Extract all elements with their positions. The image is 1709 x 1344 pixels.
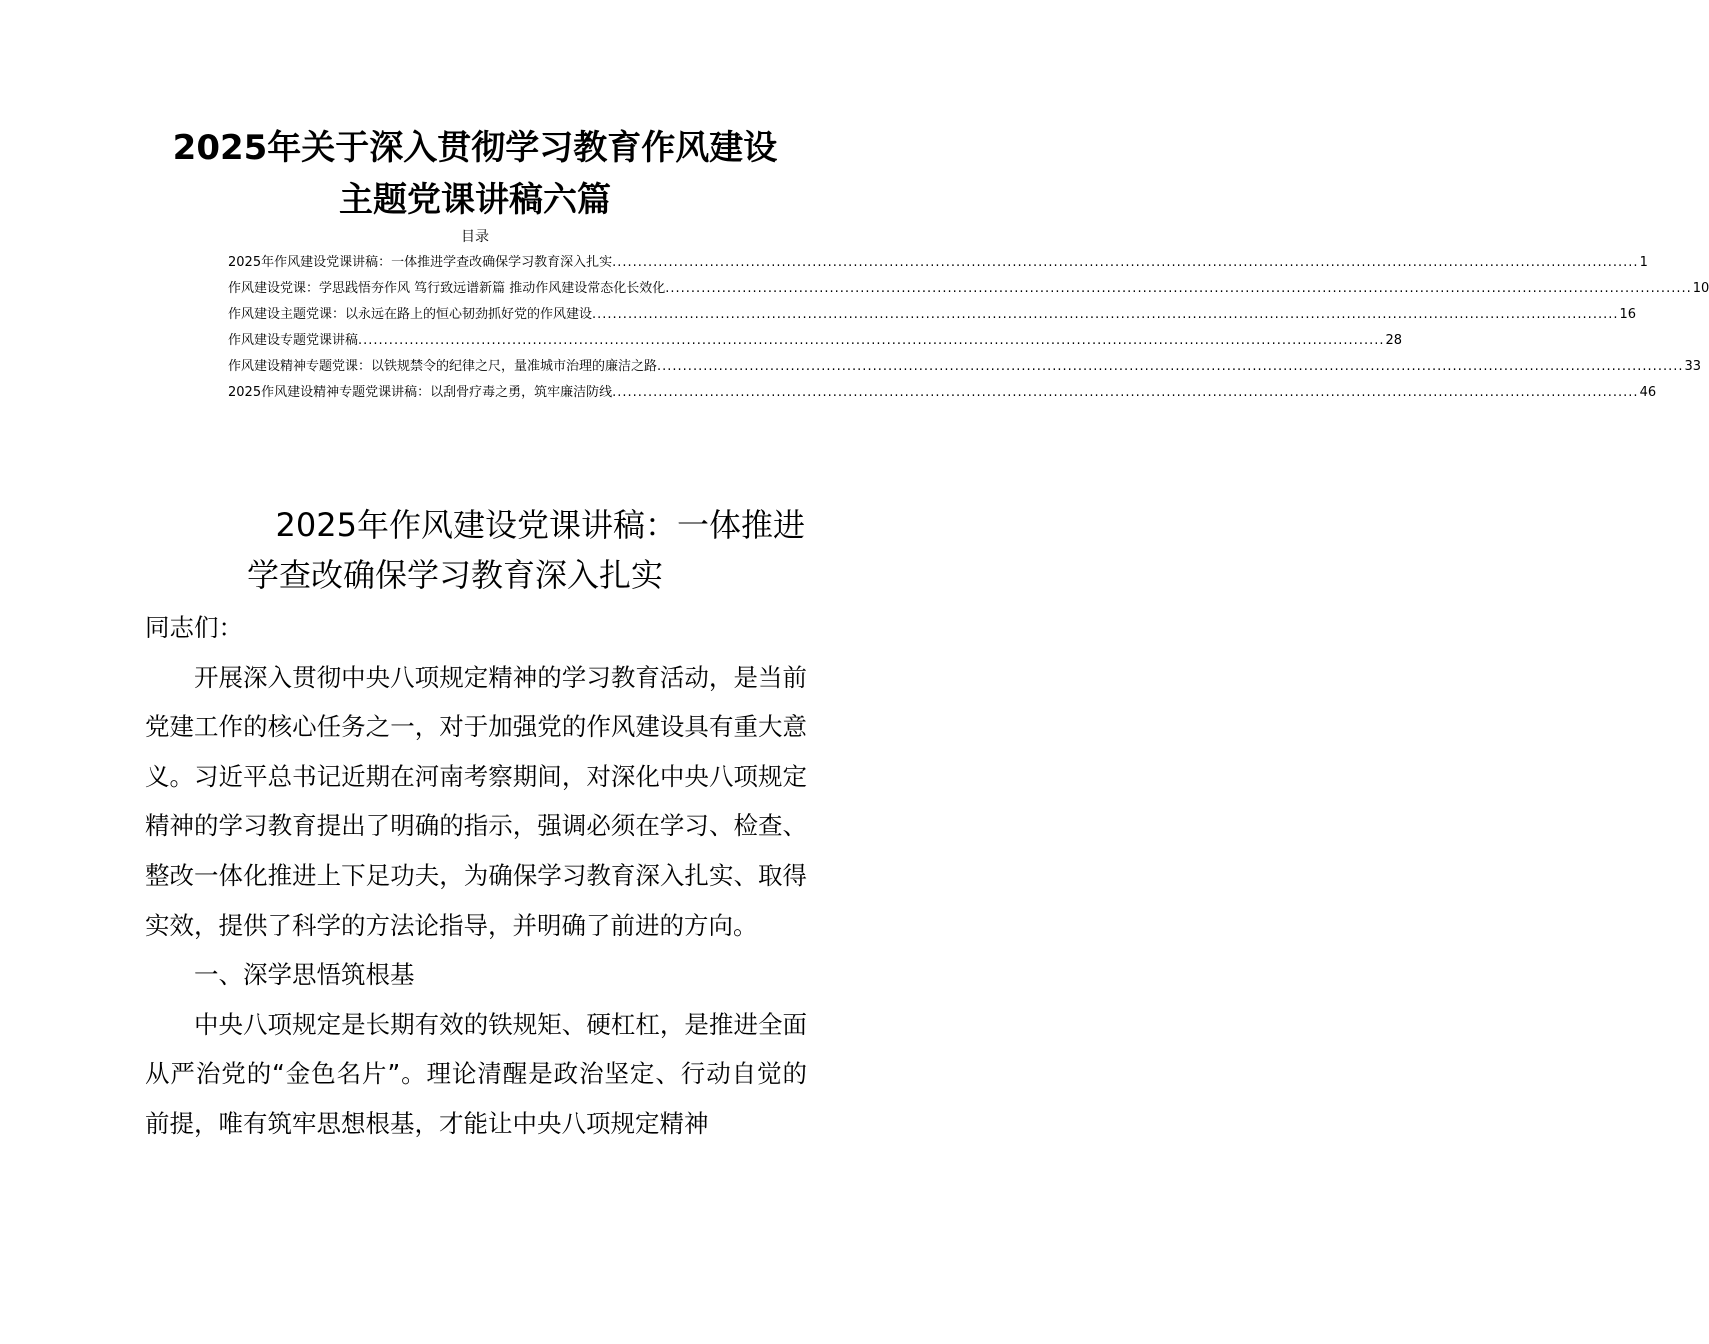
paragraph: 中央八项规定是长期有效的铁规矩、硬杠杠，是推进全面从严治党的“金色名片”。理论清醒是政治坚定、行动自觉的前提，唯有筑牢思想根基，才能让中央八项规定精神 bbox=[145, 1009, 807, 1138]
toc-entry[interactable] bbox=[228, 302, 1637, 328]
section-title-line-1: 2025年作风建设党课讲稿：一体推进 bbox=[275, 506, 805, 544]
toc-entry-title: 作风建设党课：学思践悟夯作风 笃行致远谱新篇 推动作风建设常态化长效化 bbox=[228, 281, 666, 296]
toc-leader-dots bbox=[657, 354, 1683, 380]
toc-heading: 目录 bbox=[461, 229, 489, 245]
toc-entry[interactable] bbox=[228, 276, 1709, 302]
main-title-line-2: 主题党课讲稿六篇 bbox=[339, 180, 611, 220]
toc-leader-dots bbox=[665, 276, 1691, 302]
toc-entry[interactable] bbox=[228, 328, 1403, 354]
toc-leader-dots bbox=[612, 380, 1638, 406]
section-title bbox=[145, 500, 805, 600]
toc-entry-page: 46 bbox=[1639, 385, 1657, 400]
toc-entry-title: 2025作风建设精神专题党课讲稿：以刮骨疗毒之勇，筑牢廉洁防线 bbox=[228, 385, 613, 400]
subheading: 一、深学思悟筑根基 bbox=[194, 960, 415, 990]
main-title bbox=[120, 122, 830, 226]
body-text bbox=[145, 603, 807, 1149]
table-of-contents bbox=[228, 250, 1709, 406]
toc-leader-dots bbox=[592, 302, 1618, 328]
toc-entry-page: 33 bbox=[1684, 359, 1702, 374]
toc-entry-title: 作风建设专题党课讲稿 bbox=[228, 333, 359, 348]
toc-entry-page: 1 bbox=[1639, 255, 1648, 270]
toc-entry-page: 10 bbox=[1692, 281, 1709, 296]
paragraph: 开展深入贯彻中央八项规定精神的学习教育活动，是当前党建工作的核心任务之一，对于加强党的作风建设具有重大意义。习近平总书记近期在河南考察期间，对深化中央八项规定精神的学习教育提出了明确的指示，强调必须在学习、检查、整改一体化推进上下足功夫，为确保学习教育深入扎实、取得实效，提供了科学的方法论指导，并明确了前进的方向。 bbox=[145, 662, 807, 940]
toc-entry[interactable] bbox=[228, 354, 1702, 380]
section-title-line-2: 学查改确保学习教育深入扎实 bbox=[247, 556, 664, 594]
toc-entry-title: 作风建设精神专题党课：以铁规禁令的纪律之尺，量准城市治理的廉洁之路 bbox=[228, 359, 658, 374]
toc-entry[interactable] bbox=[228, 380, 1657, 406]
toc-leader-dots bbox=[612, 250, 1638, 276]
toc-entry-title: 作风建设主题党课：以永远在路上的恒心韧劲抓好党的作风建设 bbox=[228, 307, 593, 322]
main-title-line-1: 2025年关于深入贯彻学习教育作风建设 bbox=[172, 128, 778, 168]
toc-entry[interactable] bbox=[228, 250, 1648, 276]
salutation: 同志们： bbox=[145, 613, 243, 642]
toc-entry-title: 2025年作风建设党课讲稿：一体推进学查改确保学习教育深入扎实 bbox=[228, 255, 613, 270]
toc-entry-page: 28 bbox=[1385, 333, 1403, 348]
toc-leader-dots bbox=[358, 328, 1384, 354]
toc-entry-page: 16 bbox=[1619, 307, 1637, 322]
